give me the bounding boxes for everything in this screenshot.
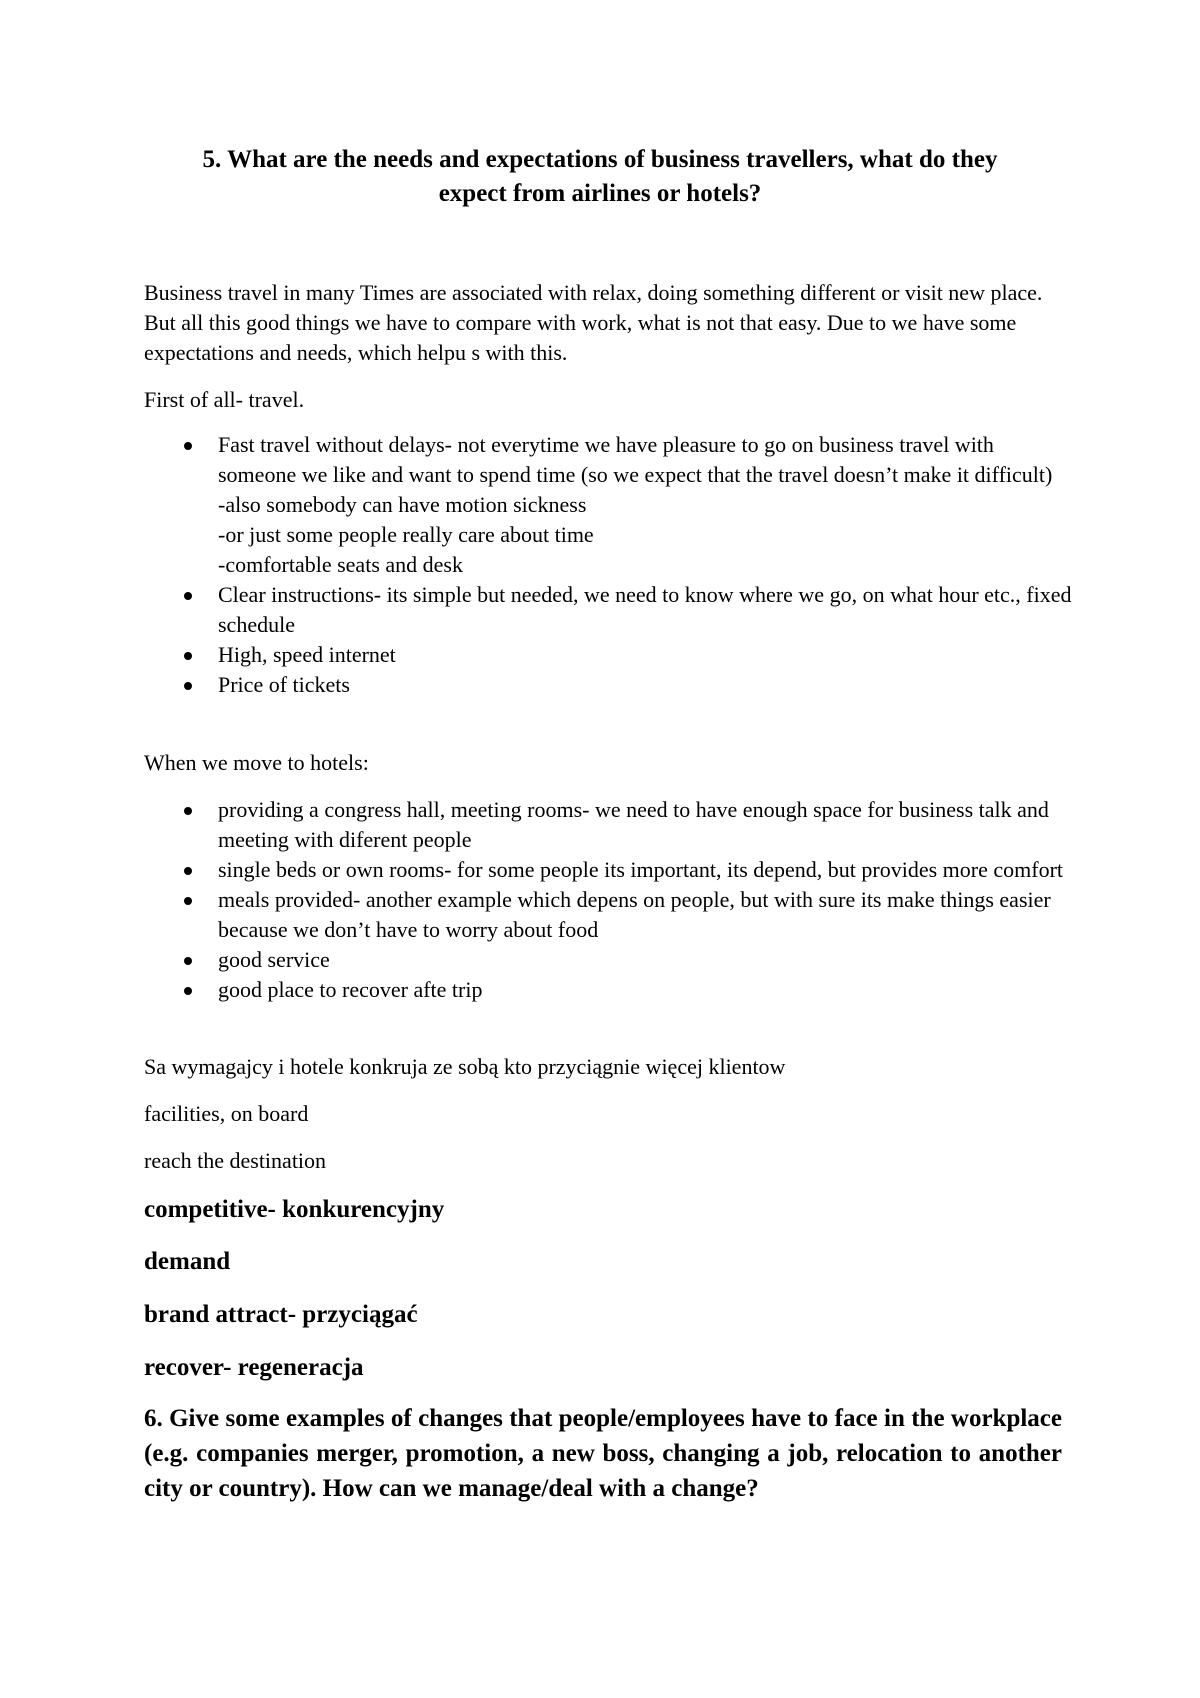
note-destination: reach the destination xyxy=(144,1148,327,1173)
list-item xyxy=(144,885,1074,945)
bullet-icon xyxy=(184,442,192,450)
note-facilities: facilities, on board xyxy=(144,1101,309,1126)
question-5-line-2: expect from airlines or hotels? xyxy=(438,180,762,207)
question-6: 6. Give some examples of changes that people/employees have to face in the workplace (e.g. companies merger, promotion, a new boss, changing a job, relocation to another city or country). How can we manage/deal with a change? xyxy=(144,1405,1062,1502)
list-item xyxy=(144,795,1074,855)
list-item-text: High, speed internet xyxy=(218,642,396,667)
list-item-subline: -or just some people really care about time xyxy=(218,522,594,547)
vocab-recover: recover- regeneracja xyxy=(144,1354,364,1381)
list-item xyxy=(144,855,1074,885)
hotels-heading: When we move to hotels: xyxy=(144,750,369,775)
list-item xyxy=(144,945,1074,975)
intro-paragraph: Business travel in many Times are associated with relax, doing something different or visit new place. But all this good things we have to compare with work, what is not that easy. Due to we have some expectations and needs, which helpu s with this. xyxy=(144,280,1043,365)
travel-heading: First of all- travel. xyxy=(144,387,305,412)
question-5-line-1: 5. What are the needs and expectations of business travellers, what do they xyxy=(202,146,998,173)
list-item-text: Fast travel without delays- not everytime we have pleasure to go on business travel with someone we like and want to spend time (so we expect that the travel doesn’t make it difficult) xyxy=(218,432,1053,487)
list-item xyxy=(144,430,1074,580)
list-item-text: good service xyxy=(218,947,330,972)
bullet-icon xyxy=(184,807,192,815)
bullet-icon xyxy=(184,897,192,905)
bullet-icon xyxy=(184,682,192,690)
bullet-icon xyxy=(184,957,192,965)
list-item xyxy=(144,670,1074,700)
list-item-text: providing a congress hall, meeting rooms- we need to have enough space for business talk and meeting with diferent people xyxy=(218,797,1049,852)
vocab-competitive: competitive- konkurencyjny xyxy=(144,1196,445,1223)
vocab-demand: demand xyxy=(144,1248,231,1275)
list-item-subline: -also somebody can have motion sickness xyxy=(218,492,587,517)
bullet-icon xyxy=(184,652,192,660)
bullet-icon xyxy=(184,592,192,600)
bullet-icon xyxy=(184,867,192,875)
list-item-text: Clear instructions- its simple but needed, we need to know where we go, on what hour etc., fixed schedule xyxy=(218,582,1072,637)
travel-list xyxy=(144,430,1074,700)
list-item xyxy=(144,580,1074,640)
list-item xyxy=(144,975,1074,1005)
list-item-text: good place to recover afte trip xyxy=(218,977,483,1002)
list-item-text: Price of tickets xyxy=(218,672,350,697)
note-polish: Sa wymagajcy i hotele konkruja ze sobą kto przyciągnie więcej klientow xyxy=(144,1054,786,1079)
bullet-icon xyxy=(184,987,192,995)
list-item-text: meals provided- another example which depens on people, but with sure its make things easier because we don’t have to worry about food xyxy=(218,887,1051,942)
list-item-text: single beds or own rooms- for some people its important, its depend, but provides more comfort xyxy=(218,857,1064,882)
hotels-list xyxy=(144,795,1074,1005)
vocab-brand-attract: brand attract- przyciągać xyxy=(144,1301,418,1328)
list-item-subline: -comfortable seats and desk xyxy=(218,552,463,577)
list-item xyxy=(144,640,1074,670)
question-5-heading xyxy=(100,143,1100,211)
